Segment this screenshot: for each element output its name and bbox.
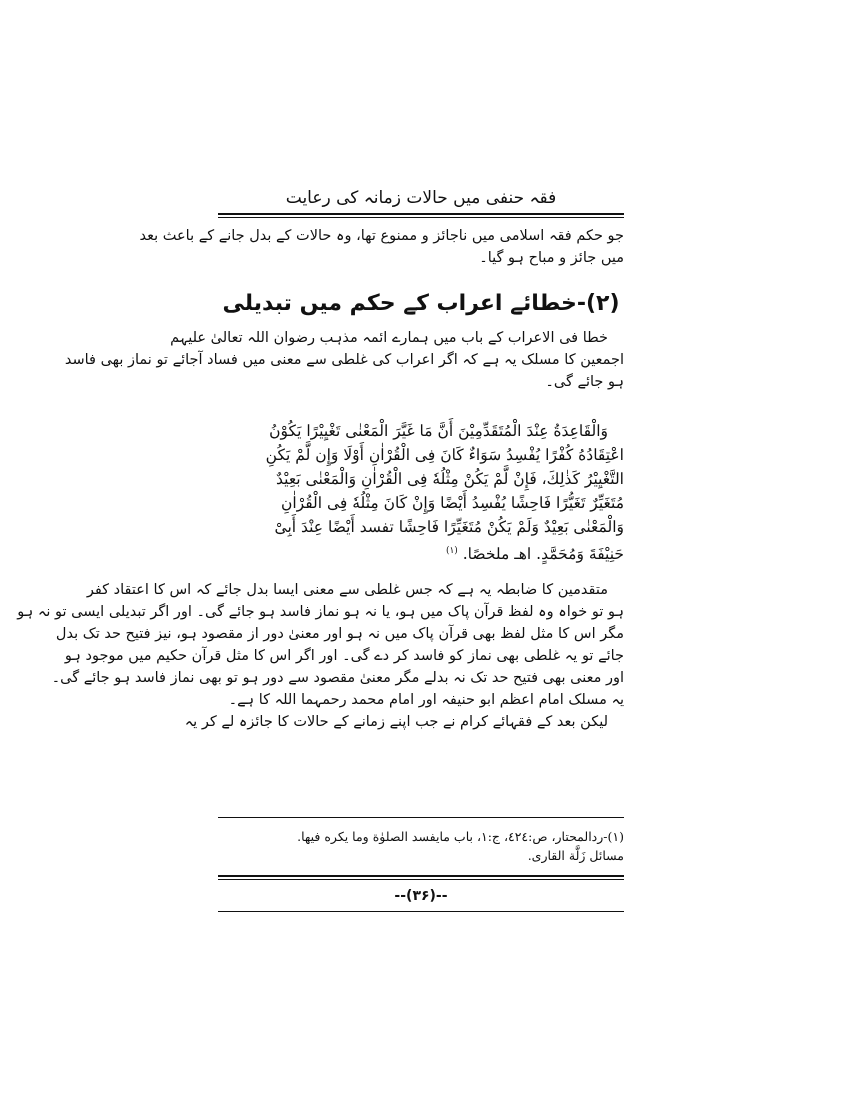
arabic-line: التَّغْيِيْرُ كَذٰلِكَ، فَإِنْ لَّمْ يَكُنْ مِثْلُهٗ فِى الْقُرْاٰنِ وَالْمَعْنٰى بَعِيْدٌ — [276, 470, 624, 488]
para2-line: یہ مسلک امام اعظم ابو حنیفہ اور امام محمد رحمہما اللہ کا ہے۔ — [228, 692, 624, 708]
footnote-rule — [218, 817, 624, 818]
para1-line: ہو جائے گی۔ — [545, 374, 624, 390]
arabic-line: وَالْمَعْنٰى بَعِيْدٌ وَلَمْ يَكُنْ مُتَغَيِّرًا فَاحِشًا تفسد أَيْضًا عِنْدَ أَبِىْ — [274, 518, 624, 536]
running-head: فقہ حنفی میں حالات زمانہ کی رعایت — [285, 188, 557, 208]
footer-rule-bottom — [218, 911, 624, 912]
footnote-marker: (۱) — [445, 546, 458, 556]
arabic-quote — [218, 419, 624, 566]
arabic-last-line: حَنِيْفَةَ وَمُحَمَّدٍ. اهـ ملخصًا. — [462, 545, 624, 564]
para1-line: اجمعین کا مسلک یہ ہے کہ اگر اعراب کی غلطی سے معنی میں فساد آجائے تو نماز بھی فاسد — [64, 352, 624, 368]
paragraph-2 — [17, 579, 624, 733]
para2-line: متقدمین کا ضابطہ یہ ہے کہ جس غلطی سے معنی ایسا بدل جائے کہ اس کا اعتقاد کفر — [86, 582, 608, 598]
header-rule-thin — [218, 217, 624, 218]
page-number: --(۳۶)-- — [394, 888, 448, 904]
arabic-line — [218, 539, 624, 566]
book-page — [17, 185, 624, 915]
arabic-line: مُتَغَيِّرٌ تَغَيُّرًا فَاحِشًا يُفْسِدُ أَيْضًا وَإِنْ كَانَ مِثْلُهٗ فِى الْقُرْاٰنِ — [280, 494, 624, 512]
para2-line: جائے تو یہ غلطی بھی نماز کو فاسد کر دے گی۔ اور اگر اس کا مثل قرآن حکیم میں موجود ہو — [64, 648, 624, 664]
footer-rule-thick — [218, 875, 624, 877]
arabic-line: وَالْقَاعِدَةُ عِنْدَ الْمُتَقَدِّمِيْنَ أَنَّ مَا غَيَّرَ الْمَعْنٰى تَغْيِيْرًا يَكُوْنُ — [269, 422, 608, 440]
arabic-line: اعْتِقَادُهُ كُفْرًا يُفْسِدُ سَوَاءٌ كَانَ فِى الْقُرْاٰنِ أَوْلَا وَإِن لَّمْ يَكُنِ — [265, 446, 624, 464]
footer-rule-thin — [218, 879, 624, 880]
para3-line: لیکن بعد کے فقہائے کرام نے جب اپنے زمانے کے حالات کا جائزہ لے کر یہ — [184, 714, 608, 730]
para2-line: اور معنی بھی فتیح حد تک نہ بدلے مگر معنیٰ مقصود سے دور ہو تو بھی نماز فاسد ہو جائے گی۔ — [51, 670, 624, 686]
para1-line: خطا فی الاعراب کے باب میں ہمارے ائمہ مذہب رضوان اللہ تعالیٰ علیہم — [170, 330, 608, 346]
paragraph-1 — [64, 327, 624, 393]
para2-line: مگر اس کا مثل لفظ بھی قرآن پاک میں نہ ہو اور معنیٰ دور از مقصود ہو، نیز فتیح حد تک بدل — [55, 626, 624, 642]
footnote-line: مسائل زَلَّة القارى. — [527, 848, 624, 863]
footnote-line: (۱)-ردالمحتار، ص:٤٢٤، ج:١، باب مايفسد الصلوٰة وما يكره فيها. — [297, 829, 624, 844]
para2-line: ہو تو خواہ وہ لفظ قرآن پاک میں ہو، یا نہ ہو نماز فاسد ہو جائے گی۔ اور اگر تبدیلی ایسی تو نہ ہو — [17, 604, 624, 620]
intro-line: میں جائز و مباح ہو گیا۔ — [479, 250, 624, 266]
intro-paragraph — [139, 225, 624, 269]
footnote — [218, 827, 624, 865]
intro-line: جو حکم فقہ اسلامی میں ناجائز و ممنوع تھا، وہ حالات کے بدل جانے کے باعث بعد — [139, 228, 624, 244]
section-heading: (۲)-خطائے اعراب کے حکم میں تبدیلی — [222, 291, 620, 316]
header-rule-thick — [218, 213, 624, 215]
